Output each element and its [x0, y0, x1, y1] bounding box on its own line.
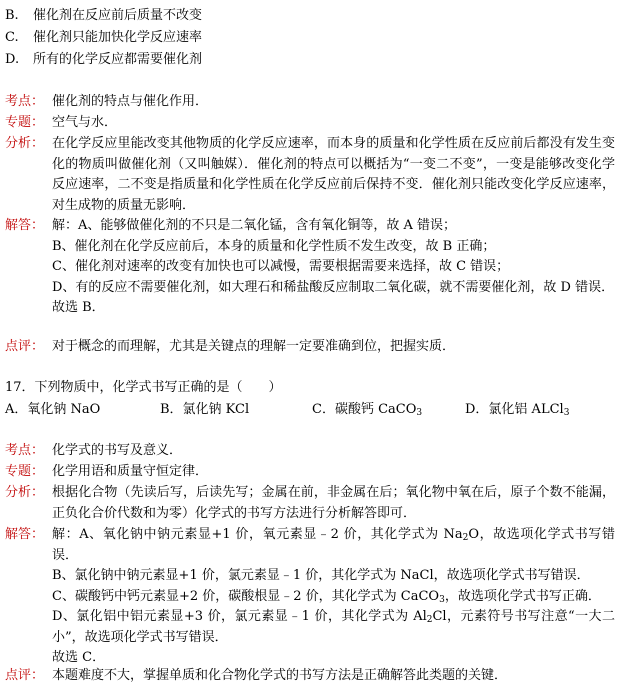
- kaodian-text: 催化剂的特点与催化作用．: [52, 94, 209, 109]
- q17-answer-d: D、氯化铝中铝元素显+3 价，氯元素显﹣1 价，其化学式为 $Al_2Cl$，元素符号书写注意“一大二小”，故选项化学式书写错误．: [52, 609, 615, 645]
- q17-dianping-section: [5, 666, 615, 686]
- q17-option-b: B．氯化钠 KCl: [160, 402, 250, 417]
- q17-answer-conclusion: 故选 C．: [52, 650, 106, 665]
- q17-zhuanti-section: [5, 462, 615, 482]
- q17-answer-a: 解：A、氧化钠中钠元素显+1 价，氧元素显﹣2 价，其化学式为 $Na_2O$，故选项化学式书写错误．: [52, 527, 615, 563]
- q17-option-d: D．氯化铝 ALCl$_3$: [465, 402, 570, 418]
- dianping-text: 对于概念的而理解，尤其是关键点的理解一定要准确到位，把握实质．: [52, 339, 456, 354]
- answer-line: 解：A、能够做催化剂的不只是二氧化锰，含有氧化铜等，故 A 错误；: [52, 218, 457, 233]
- answer-conclusion: 故选 B．: [52, 300, 105, 315]
- q17-jieda-section: [5, 525, 615, 665]
- option-d: D. 所有的化学反应都需要催化剂: [5, 52, 203, 67]
- fenxi-section: [5, 134, 615, 216]
- q17-zhuanti-text: 化学用语和质量守恒定律．: [52, 464, 209, 479]
- option-c: C. 催化剂只能加快化学反应速率: [5, 30, 203, 45]
- q17-option-c: C．碳酸钙 CaCO$_3$: [312, 402, 423, 418]
- answer-line: B、催化剂在化学反应前后，本身的质量和化学性质不发生改变，故 B 正确；: [52, 238, 496, 254]
- q17-zhuanti-label: 专题：: [5, 464, 45, 479]
- q17-dianping-text: 本题难度不大，掌握单质和化合物化学式的书写方法是正确解答此类题的关键．: [52, 668, 508, 683]
- kaodian-label: 考点：: [5, 94, 45, 109]
- dianping-label: 点评：: [5, 339, 45, 354]
- zhuanti-text: 空气与水．: [52, 115, 118, 130]
- q17-dianping-label: 点评：: [5, 668, 45, 683]
- jieda-section: [5, 216, 615, 336]
- q17-jieda-label: 解答：: [5, 527, 45, 542]
- q17-jieda-body: [52, 525, 615, 669]
- zhuanti-label: 专题：: [5, 115, 45, 130]
- answer-line: D、有的反应不需要催化剂，如大理石和稀盐酸反应制取二氧化碳，就不需要催化剂，故 D 错误．: [52, 279, 615, 295]
- fenxi-label: 分析：: [5, 136, 45, 151]
- q17-answer-b: B、氯化钠中钠元素显+1 价，氯元素显﹣1 价，其化学式为 NaCl，故选项化学式书写错误．: [52, 568, 590, 583]
- q17-answer-c: C、碳酸钙中钙元素显+2 价，碳酸根显﹣2 价，其化学式为 CaCO$_3$，故选项化学式书写正确．: [52, 588, 601, 605]
- q17-fenxi-label: 分析：: [5, 485, 45, 500]
- option-b: B. 催化剂在反应前后质量不改变: [5, 8, 203, 23]
- dianping-section: [5, 337, 615, 357]
- q17-kaodian-label: 考点：: [5, 443, 45, 458]
- q17-option-a: A．氧化钠 NaO: [5, 402, 101, 417]
- q17-kaodian-text: 化学式的书写及意义．: [52, 443, 183, 458]
- q17-kaodian-section: [5, 441, 615, 461]
- jieda-label: 解答：: [5, 218, 45, 233]
- question-17-options: [5, 400, 615, 420]
- jieda-body: [52, 216, 615, 319]
- q17-fenxi-section: [5, 483, 615, 525]
- zhuanti-section: [5, 113, 615, 133]
- q17-fenxi-text: 根据化合物（先读后写，后读先写；金属在前，非金属在后；氧化物中氧在后，原子个数不能漏，正负化合价代数和为零）化学式的书写方法进行分析解答即可．: [52, 485, 615, 521]
- fenxi-text: 在化学反应里能改变其他物质的化学反应速率，而本身的质量和化学性质在反应前后都没有发生变化的物质叫做催化剂（又叫触媒）．催化剂的特点可以概括为“一变二不变”，一变是能够改变化学反应速率，二不变是指质量和化学性质在化学反应前后保持不变．催化剂只能改变化学反应速率，对生成物的质量无影响．: [52, 136, 615, 213]
- question-17-stem: 17．下列物质中，化学式书写正确的是（ ）: [5, 380, 282, 395]
- kaodian-section: [5, 92, 615, 112]
- answer-line: C、催化剂对速率的改变有加快也可以减慢，需要根据需要来选择，故 C 错误；: [52, 259, 510, 274]
